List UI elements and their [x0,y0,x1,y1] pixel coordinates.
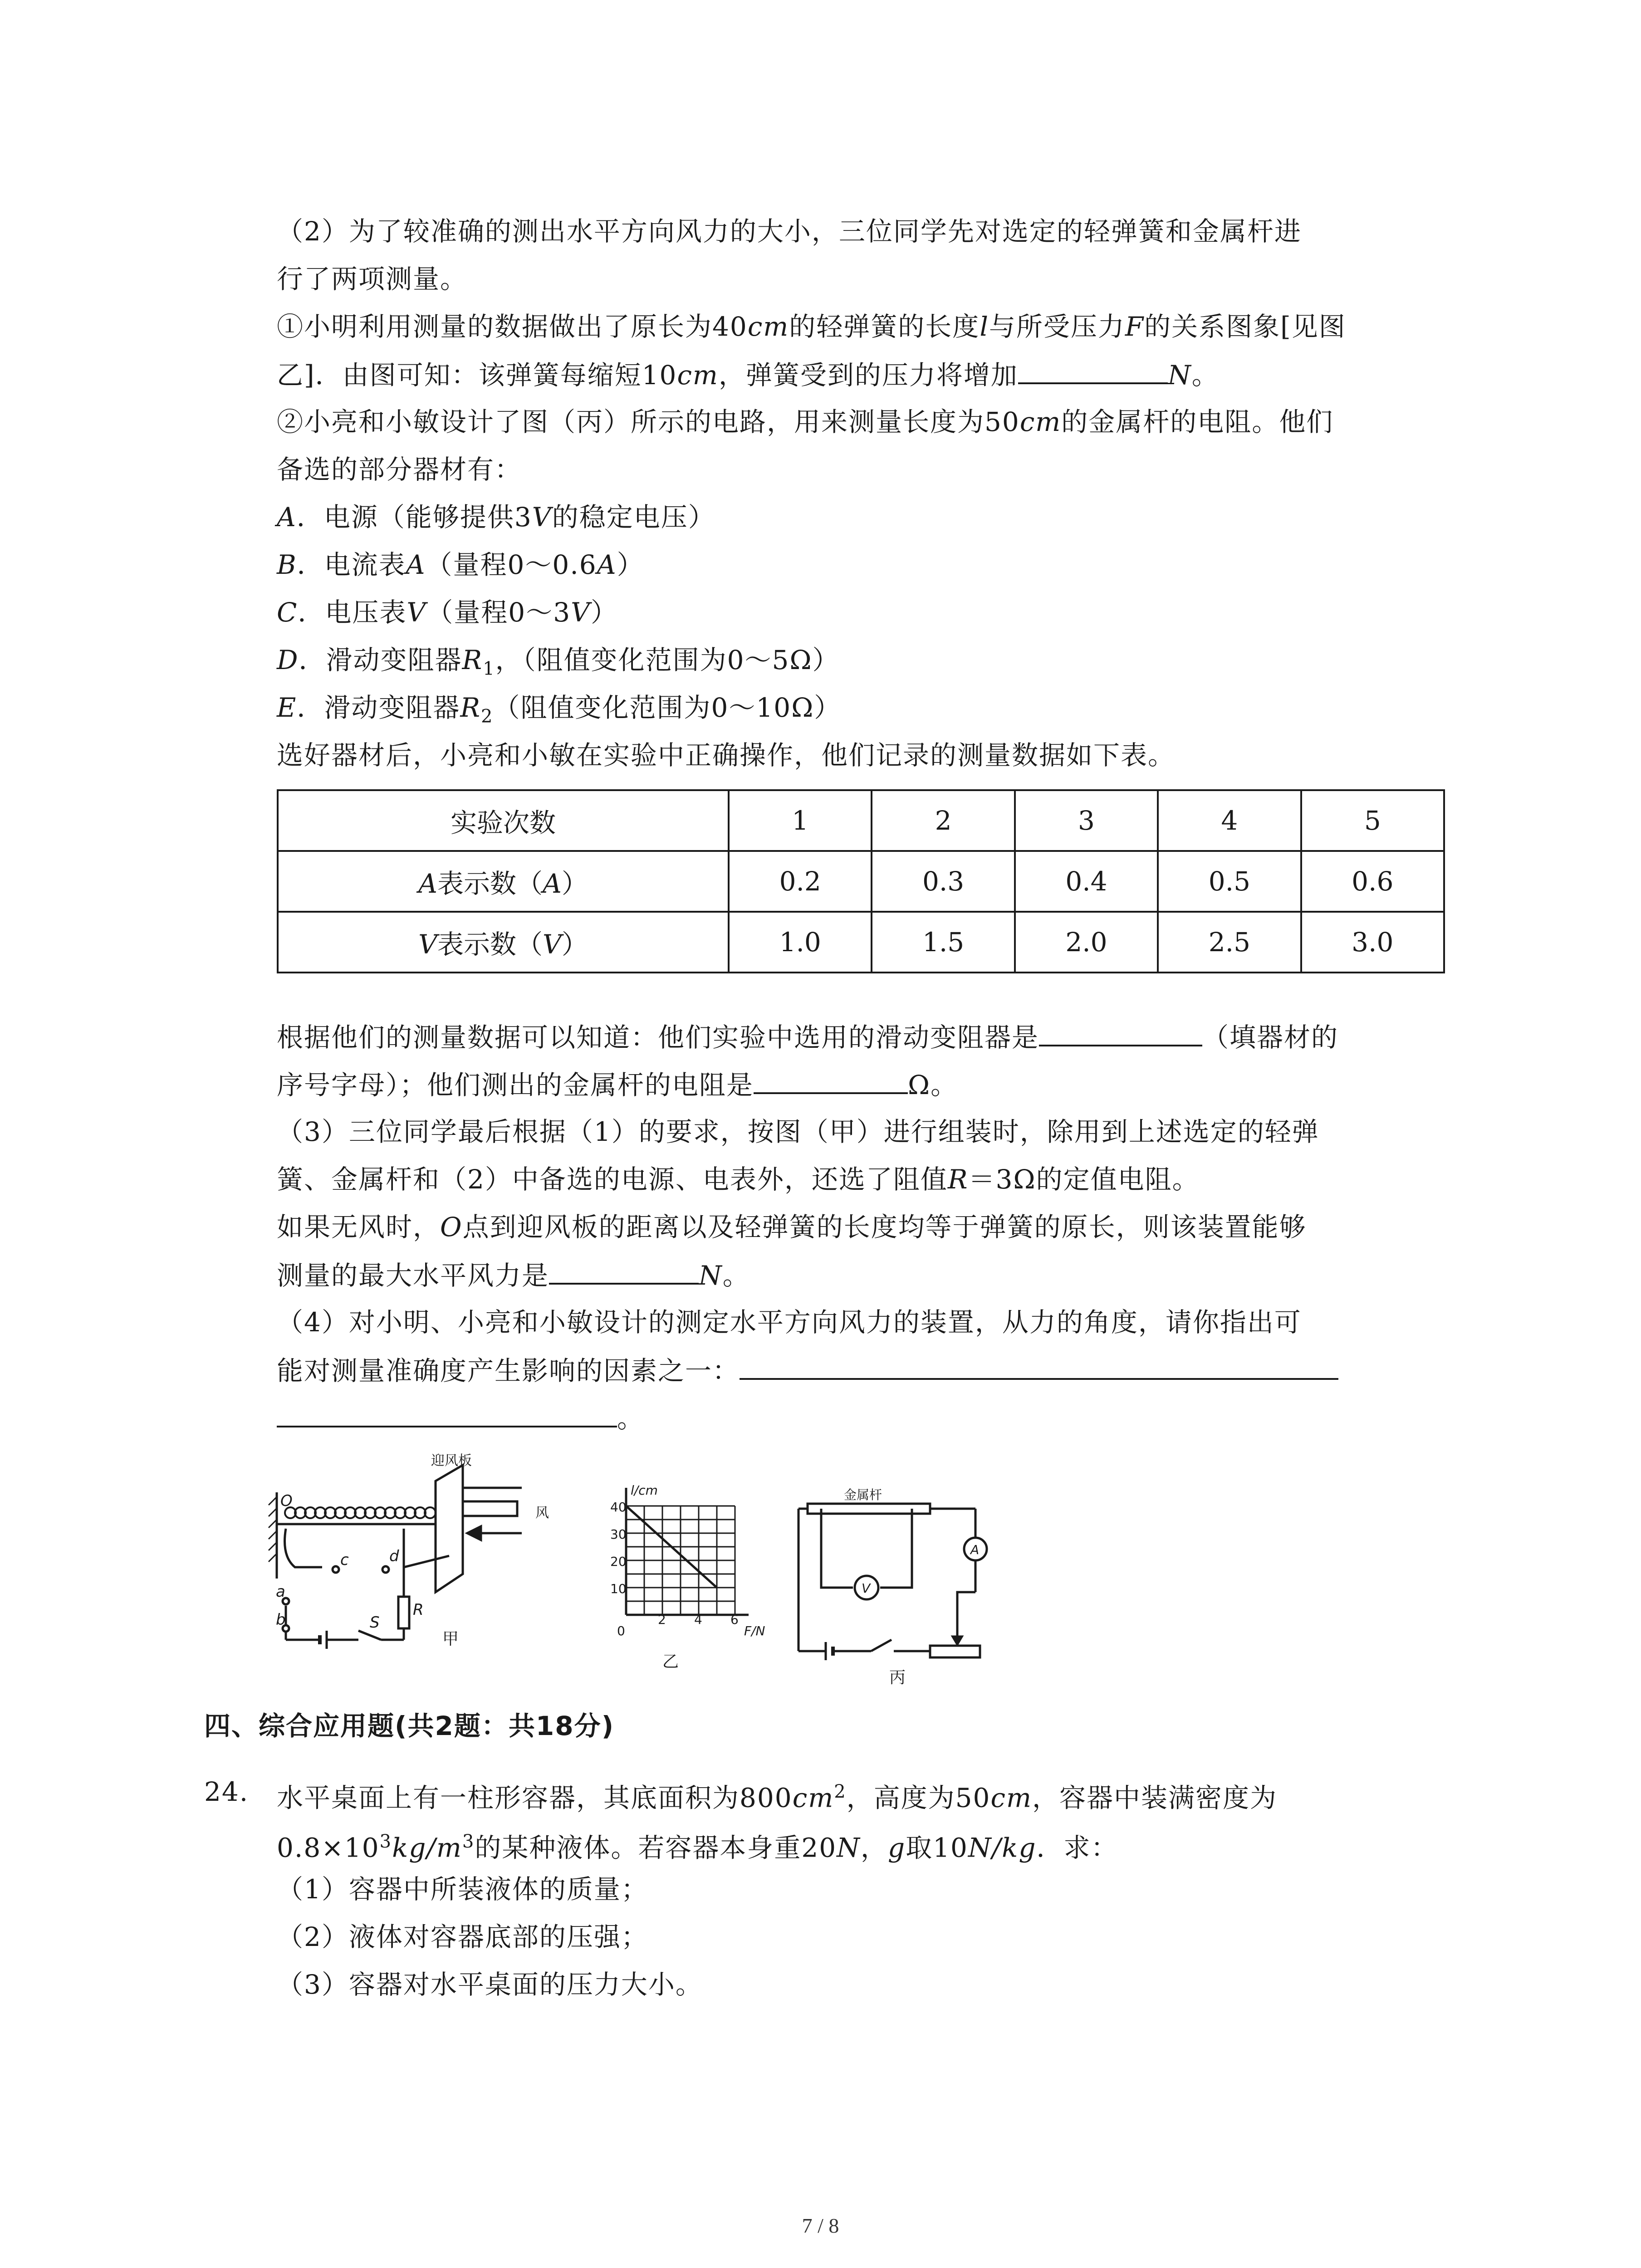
table-cell: 0.6 [1301,851,1444,912]
q24-part-2: （2）液体对容器底部的压强； [277,1921,648,1952]
text: 的金属杆的电阻。他们 [1061,406,1334,437]
text: ＝3Ω的定值电阻。 [968,1164,1200,1195]
table-row-label [278,912,729,973]
text: 的关系图象[见图 [1144,311,1346,342]
table-header-cell: 实验次数 [278,790,729,851]
text: 表示数（ [437,868,543,899]
after-options-text: 选好器材后，小亮和小敏在实验中正确操作，他们记录的测量数据如下表。 [277,740,1176,771]
windboard [436,1465,463,1592]
text: ①小明利用测量的数据做出了原长为40 [277,311,748,342]
subscript: 2 [481,706,494,727]
unit: V [407,597,427,628]
text: 能对测量准确度产生影响的因素之一： [277,1355,740,1386]
wire [821,1509,853,1588]
table-cell: 0.3 [872,851,1014,912]
option-d [277,642,840,687]
label-wind: 风 [535,1505,549,1521]
rheostat-slider-arrow [953,1637,962,1644]
text: 的某种液体。若容器本身重20 [475,1832,837,1863]
label-metal-rod: 金属杆 [844,1487,882,1502]
table-cell: 5 [1301,790,1444,851]
label-S: S [370,1613,380,1632]
xtick: 6 [730,1612,739,1627]
ytick: 40 [610,1500,627,1515]
q4-line-3 [277,1399,644,1437]
label-windboard: 迎风板 [431,1453,472,1469]
q24-line-2 [277,1823,1118,1866]
unit: A [543,868,562,899]
q2-sub2-line-2: 备选的部分器材有： [277,454,522,485]
graph-grid [626,1488,749,1615]
q2-line-2: 行了两项测量。 [277,264,468,294]
rheostat-slider-wire [957,1592,975,1640]
q24-line-1 [277,1774,1277,1816]
label-O: O [280,1492,293,1510]
text: 序号字母）；他们测出的金属杆的电阻是 [277,1070,754,1100]
table-cell: 3 [1015,790,1158,851]
text: （填器材的 [1202,1022,1339,1053]
answer-blank-resistance[interactable] [754,1066,908,1094]
label-V: V [862,1581,871,1596]
text: ．电压表 [298,597,407,628]
unit: N/kg [968,1832,1037,1863]
unit: N [1167,360,1192,391]
terminal-d [382,1566,389,1573]
text: 测量的最大水平风力是 [277,1260,549,1291]
text: ．滑动变阻器 [297,692,460,723]
table-cell: 2.0 [1015,912,1158,973]
unit: N [699,1260,723,1291]
symbol: R [947,1164,969,1195]
symbol: R [460,692,481,723]
table-row [278,851,1444,912]
text: 水平桌面上有一柱形容器，其底面积为800 [277,1782,793,1813]
symbol: A [418,868,437,899]
q2-sub2-line-1 [277,404,1333,440]
terminal-c [333,1566,339,1573]
text: 取10 [906,1832,968,1863]
answer-blank-rheostat[interactable] [1039,1018,1202,1046]
table-row [278,912,1444,973]
caption-bing: 丙 [889,1668,906,1687]
superscript: 3 [379,1831,392,1852]
text: ②小亮和小敏设计了图（丙）所示的电路，用来测量长度为50 [277,406,1020,437]
graph-ylabel: l/cm [631,1483,658,1498]
page-number: 7 / 8 [802,2214,839,2237]
unit: cm [747,311,789,342]
table-cell: 1 [729,790,872,851]
superscript: 3 [462,1831,475,1852]
answer-blank-max-force[interactable] [549,1256,699,1285]
q3-line-1: （3）三位同学最后根据（1）的要求，按图（甲）进行组装时，除用到上述选定的轻弹 [277,1116,1319,1147]
answer-blank-factor-2[interactable] [277,1399,617,1427]
q2-end-line-2 [277,1066,958,1103]
text: ．电源（能够提供3 [296,502,532,533]
rheostat [930,1646,980,1657]
label-d: d [389,1547,399,1565]
table-cell: 2.5 [1158,912,1301,973]
text: ，容器中装满密度为 [1032,1782,1277,1813]
figures-area [268,1453,1470,1687]
text: ） [617,549,644,580]
unit: A [406,549,426,580]
unit: N [837,1832,861,1863]
q24-number: 24. [204,1776,249,1807]
wire-left [285,1529,323,1567]
xtick: 2 [658,1612,666,1627]
symbol: l [980,311,989,342]
q2-sub1-line-1 [277,308,1346,345]
unit: kg/m [392,1832,462,1863]
text: ，（阻值变化范围为0～5Ω） [495,645,840,675]
unit: A [597,549,617,580]
option-letter: D [277,645,299,675]
answer-blank-factor-1[interactable] [740,1352,1338,1380]
wind-arrowhead [467,1526,481,1540]
section-heading: 四、综合应用题(共2题：共18分) [204,1711,615,1741]
table-cell: 2 [872,790,1014,851]
text: （量程0～3 [426,597,571,628]
option-letter: A [277,502,297,533]
symbol: R [462,645,483,675]
switch-S [358,1631,381,1640]
text: 0.8×10 [277,1832,380,1863]
q4-line-1: （4）对小明、小亮和小敏设计的测定水平方向风力的装置，从力的角度，请你指出可 [277,1307,1302,1338]
text: ．电流表 [297,549,406,580]
q3-line-4 [277,1256,750,1294]
option-a [277,499,715,535]
text: ， [860,1832,888,1863]
table-cell: 3.0 [1301,912,1444,973]
text: 表示数（ [437,929,543,960]
table-cell: 0.4 [1015,851,1158,912]
text: 如果无风时， [277,1212,441,1242]
option-e [277,689,841,735]
text: 的轻弹簧的长度 [789,311,980,342]
text: 。 [617,1403,645,1434]
unit: cm [677,360,719,391]
text: ．滑动变阻器 [299,645,462,675]
text: ） [591,597,618,628]
text: Ω。 [908,1070,958,1100]
graph-xlabel: F/N [744,1623,765,1638]
option-letter: B [277,549,297,580]
label-R: R [413,1601,424,1619]
table-cell: 4 [1158,790,1301,851]
unit: V [532,502,552,533]
figure-yi [610,1483,765,1671]
unit: V [571,597,591,628]
table-row-label [278,851,729,912]
q2-line-1: （2）为了较准确的测出水平方向风力的大小，三位同学先对选定的轻弹簧和金属杆进 [277,216,1302,247]
xtick: 0 [617,1623,625,1638]
wire [880,1509,912,1588]
symbol: g [887,1832,906,1863]
ytick: 10 [610,1581,627,1596]
label-c: c [340,1551,349,1569]
q24-part-1: （1）容器中所装液体的质量； [277,1874,648,1905]
rod-end [463,1501,517,1516]
text: 。 [1191,360,1219,391]
switch [871,1640,892,1651]
text: （阻值变化范围为0～10Ω） [493,692,842,723]
text: 根据他们的测量数据可以知道：他们实验中选用的滑动变阻器是 [277,1022,1039,1053]
text: 与所受压力 [989,311,1125,342]
text: ．求： [1036,1832,1118,1863]
text: ） [561,929,588,960]
unit: cm [1019,406,1062,437]
superscript: 2 [834,1781,847,1802]
wall-hatch [269,1497,277,1562]
q3-line-3 [277,1209,1307,1245]
q4-line-2 [277,1352,1338,1389]
q2-end-line-1 [277,1018,1338,1056]
option-b [277,547,644,583]
text: ） [561,868,588,899]
measurement-table [277,789,1445,973]
q24-part-3: （3）容器对水平桌面的压力大小。 [277,1969,703,2000]
subscript: 1 [483,658,495,679]
text: ，高度为50 [846,1782,991,1813]
ytick: 30 [610,1527,627,1542]
table-cell: 1.0 [729,912,872,973]
figure-bing [798,1504,987,1660]
label-a: a [276,1583,285,1601]
xtick: 4 [694,1612,702,1627]
q3-line-2 [277,1161,1200,1198]
table-row [278,790,1444,851]
symbol: V [418,929,437,960]
text: ，弹簧受到的压力将增加 [718,360,1018,391]
resistor-R [398,1597,409,1628]
caption-jia: 甲 [442,1630,459,1648]
ytick: 20 [610,1554,627,1569]
option-letter: C [277,597,298,628]
figure-jia-labels [276,1453,549,1648]
symbol: F [1125,311,1145,342]
answer-blank-force[interactable] [1018,356,1168,384]
table-cell: 0.5 [1158,851,1301,912]
unit: cm [990,1782,1032,1813]
unit: cm [792,1782,834,1813]
text: 的稳定电压） [552,502,715,533]
text: （量程0～0.6 [426,549,597,580]
text: 。 [722,1260,750,1291]
text: 簧、金属杆和（2）中备选的电源、电表外，还选了阻值 [277,1164,948,1195]
table-cell: 0.2 [729,851,872,912]
symbol: O [440,1212,463,1242]
text: 乙]．由图可知：该弹簧每缩短10 [277,360,677,391]
caption-yi: 乙 [662,1652,679,1671]
unit: V [543,929,562,960]
q2-sub1-line-2 [277,356,1219,393]
label-b: b [276,1611,286,1629]
spring [285,1507,436,1518]
table-cell: 1.5 [872,912,1014,973]
label-A: A [970,1542,980,1557]
option-letter: E [277,692,297,723]
text: 点到迎风板的距离以及轻弹簧的长度均等于弹簧的原长，则该装置能够 [462,1212,1307,1242]
option-c [277,594,618,631]
